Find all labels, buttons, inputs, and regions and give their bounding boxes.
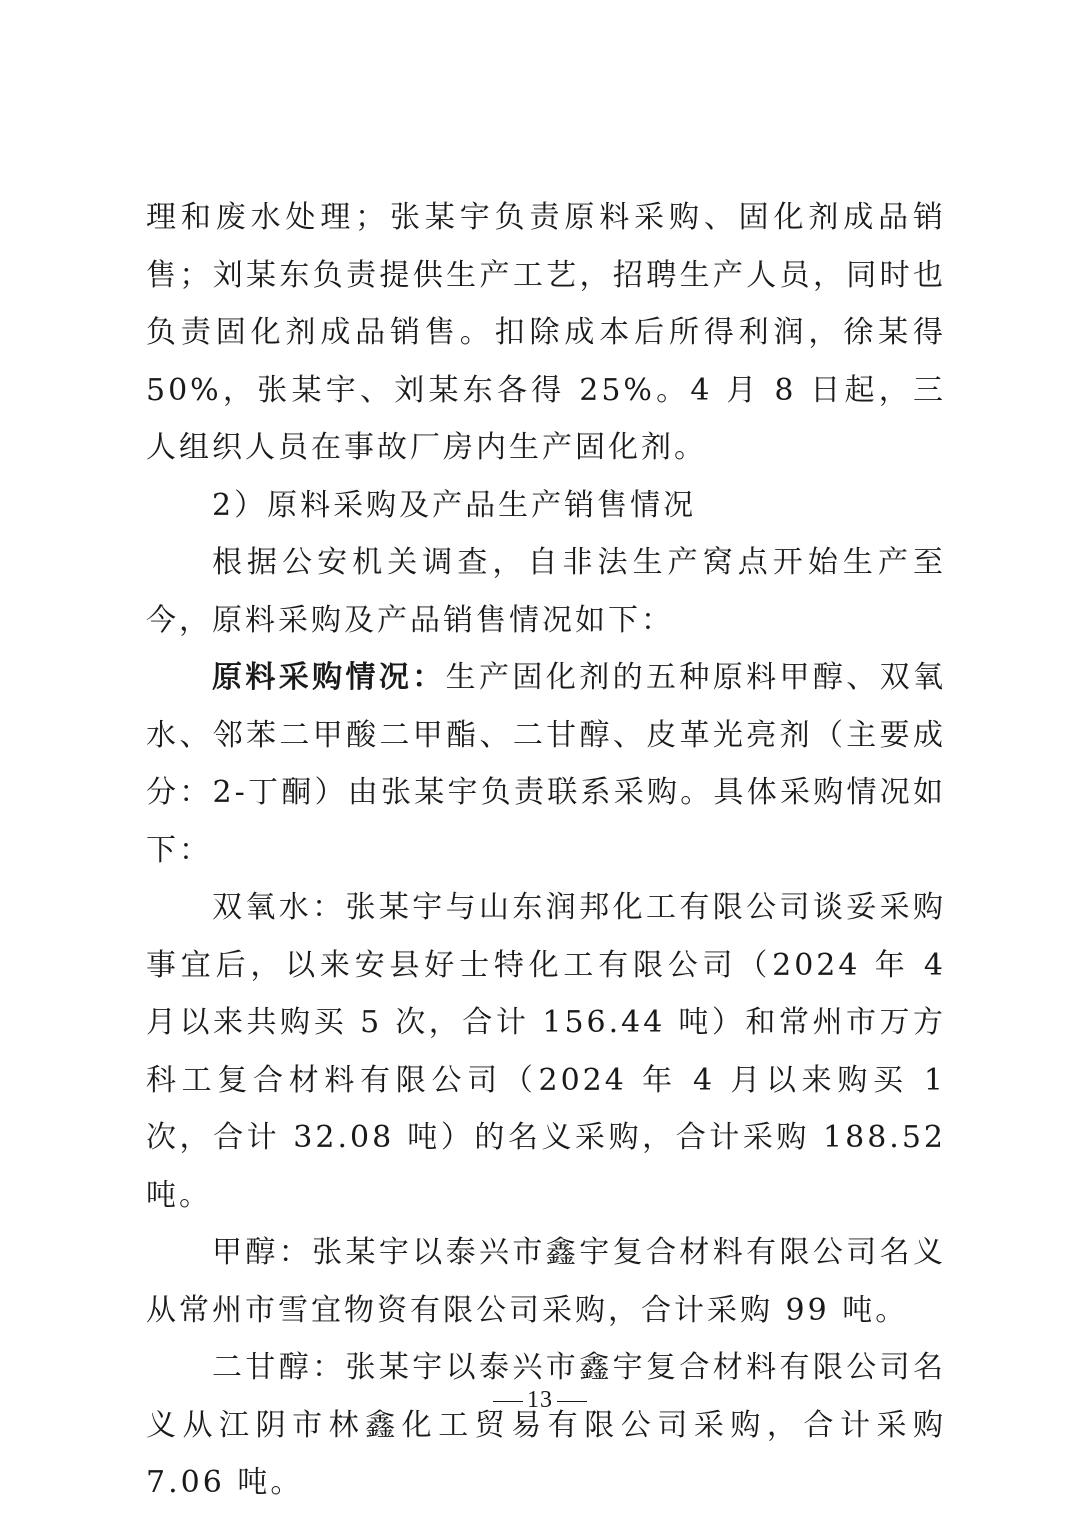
raw-material-lead-label: 原料采购情况： bbox=[212, 660, 446, 695]
page-number: 13 bbox=[527, 1387, 553, 1413]
paragraph-hydrogen-peroxide: 双氧水：张某宇与山东润邦化工有限公司谈妥采购事宜后，以来安县好士特化工有限公司（2024 年 4 月以来共购买 5 次，合计 156.44 吨）和常州市万方科工复合材料有限公司（2024 年 4 月以来购买 1 次，合计 32.08 吨）的名义采购，合计采购 188.52 吨。 bbox=[146, 890, 946, 1213]
page-footer bbox=[0, 1387, 1080, 1414]
paragraph-methanol: 甲醇：张某宇以泰兴市鑫宇复合材料有限公司名义从常州市雪宜物资有限公司采购，合计采购 99 吨。 bbox=[146, 1235, 946, 1328]
section-heading-procurement: 2）原料采购及产品生产销售情况 bbox=[212, 487, 697, 523]
raw-material-overview-text: 生产固化剂的五种原料甲醇、双氧水、邻苯二甲酸二甲酯、二甘醇、皮革光亮剂（主要成分：2-丁酮）由张某宇负责联系采购。具体采购情况如下： bbox=[146, 660, 947, 868]
document-body bbox=[146, 189, 946, 1512]
footer-dash-left bbox=[493, 1401, 523, 1403]
paragraph-diethylene-glycol: 二甘醇：张某宇以泰兴市鑫宇复合材料有限公司名义从江阴市林鑫化工贸易有限公司采购，合计采购 7.06 吨。 bbox=[146, 1350, 946, 1500]
footer-dash-right bbox=[557, 1401, 587, 1403]
paragraph-profit-split: 理和废水处理；张某宇负责原料采购、固化剂成品销售；刘某东负责提供生产工艺，招聘生产人员，同时也负责固化剂成品销售。扣除成本后所得利润，徐某得 50%，张某宇、刘某东各得 25%。4 月 8 日起，三人组织人员在事故厂房内生产固化剂。 bbox=[146, 200, 946, 465]
paragraph-raw-material-overview bbox=[146, 649, 946, 879]
paragraph-investigation-intro: 根据公安机关调查，自非法生产窝点开始生产至今，原料采购及产品销售情况如下： bbox=[146, 545, 946, 638]
